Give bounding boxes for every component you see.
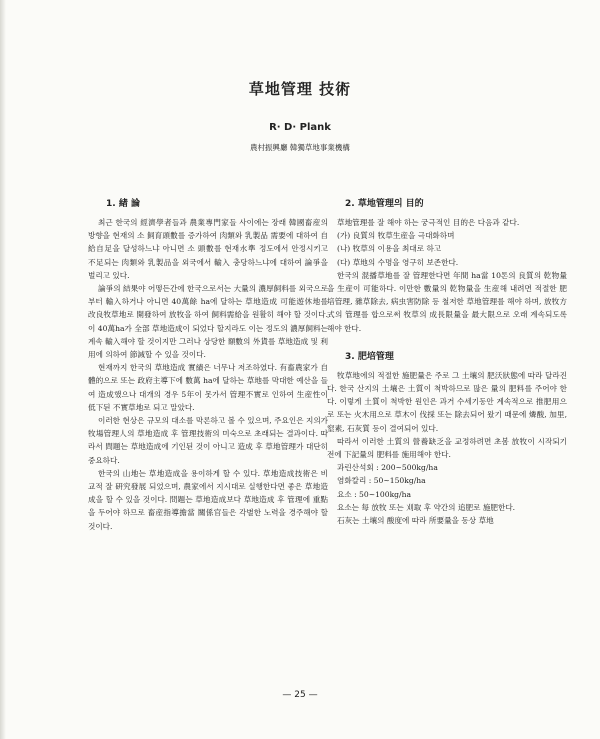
purpose-item: (다) 草地의 수명을 영구히 보존한다.: [337, 257, 459, 267]
fertilization-paragraph-3: 요소는 每 放牧 또는 刈取 후 약간의 追肥로 施肥한다.: [337, 502, 516, 512]
fertilizer-rate: 염화칼리 : 50~150kg/ha: [337, 476, 426, 486]
scan-edge-shadow: [0, 0, 6, 739]
author-affiliation: 農村振興廳 韓獨草地事業機構: [250, 143, 350, 152]
left-column: [88, 196, 328, 533]
section-heading-introduction: 1. 緖 論: [106, 199, 140, 209]
purpose-item: (가) 良質의 牧草生産을 극대화하며: [337, 231, 455, 241]
purpose-paragraph-2: 한국의 混播草地를 잘 管理한다면 年間 ha當 10톤의 良質의 乾物量을 生産이 可能하다. 이만한 數量의 乾物量을 生産해 내려면 적절한 肥培管理, 雜草除去, 病虫害防除 등 철저한 草地管理를 해야 하며, 放牧方式의 管理를 합으로써 牧草의 成長限量을 最大限으로 오래 계속되도록 해야 한다.: [327, 270, 567, 333]
right-column: [327, 196, 567, 527]
intro-paragraph-2: 論爭의 結果야 어떻든간에 한국으로서는 大量의 濃厚飼料를 외국으로부터 輸入하거나 아니면 40萬餘 ha에 달하는 草地造成 可能遊休地를 改良牧草地로 開發하여 放牧을 하여 飼料需給을 원활히 해야 할 것이다. 이 40萬ha가 全部 草地造成이 되었다 할지라도 이는 정도의 濃厚飼料는 계속 輸入해야 할 것이지만 그러나 상당한 額數의 外貨를 草地造成 및 利用에 의하여 節減할 수 있을 것이다.: [88, 284, 328, 360]
fertilization-paragraph-2: 따라서 이러한 土質의 營養缺乏을 교정하려면 초봄 放牧이 시작되기 전에 下記量의 肥料를 施用해야 한다.: [327, 436, 567, 460]
article-title: 草地管理 技術: [248, 80, 352, 98]
fertilizer-rate: 과린산석회 : 200~500kg/ha: [337, 463, 438, 473]
intro-paragraph-1: 최근 한국의 經濟學者들과 農業專門家들 사이에는 장래 韓國畜産의 방향을 현재의 소 飼育頭數를 증가하여 肉類와 乳製品 需要에 대하여 自給自足을 달성하느냐 아니면 소 頭數를 현재水準 정도에서 안정시키고 不足되는 肉類와 乳製品을 외국에서 輸入 충당하느냐에 대하여 論爭을 벌리고 있다.: [88, 218, 328, 280]
section-heading-fertilization: 3. 肥培管理: [345, 351, 394, 362]
fertilizer-rate: 요소 : 50~100kg/ha: [337, 489, 412, 499]
fertilization-paragraph-1: 牧草地에의 적절한 施肥量은 주로 그 土壤의 肥沃狀態에 따라 달라진다. 한국 산지의 土壤은 土質이 척박하므로 많은 量의 肥料를 주어야 한다. 이렇게 土質이 척박한 원인은 과거 수세기동안 계속적으로 推肥用으로 또는 火木用으로 草木이 伐採 또는 除去되어 왔기 때문에 燐酸, 加里, 窒素, 石灰質 등이 결여되어 있다.: [327, 370, 567, 433]
intro-paragraph-3: 현재까지 한국의 草地造成 實績은 너무나 저조하였다. 有畜農家가 自體的으로 또는 政府主導下에 數萬 ha에 달하는 草地를 막대한 예산을 들여 造成했으나 대개의 경우 5年이 못가서 管理不實로 인하여 生産性이 低下된 不實草地로 되고 말았다.: [88, 363, 328, 412]
page-number: — 25 —: [282, 690, 318, 700]
intro-paragraph-5: 한국의 山地는 草地造成을 용이하게 할 수 있다. 草地造成技術은 비교적 잘 硏究發展 되었으며, 農家에서 지시대로 실행한다면 좋은 草地造成을 할 수 있을 것이다. 問題는 草地造成보다 草地造成 후 管理에 重點을 두어야 하므로 畜産指導擔當 關係官들은 각별한 노력을 경주해야 할 것이다.: [88, 468, 328, 531]
section-heading-purpose: 2. 草地管理의 目的: [345, 199, 424, 209]
intro-paragraph-4: 이러한 현상은 규모의 대소를 막론하고 볼 수 있으며, 주요인은 지의가 牧場管理人의 草地造成 후 管理技術의 미숙으로 초래되는 결과이다. 따라서 問題는 草地造成에 기인된 것이 아니고 造成 후 草地管理가 대단히 중요하다.: [88, 416, 328, 465]
fertilization-paragraph-4: 石灰는 土壤의 酸度에 따라 所要量을 동상 草地: [337, 516, 494, 526]
purpose-paragraph-1: 草地管理를 잘 해야 하는 궁극적인 目的은 다음과 같다.: [337, 218, 520, 227]
purpose-item: (나) 牧草의 이용을 최대로 하고: [337, 244, 442, 254]
author-name: R· D· Plank: [269, 122, 331, 133]
